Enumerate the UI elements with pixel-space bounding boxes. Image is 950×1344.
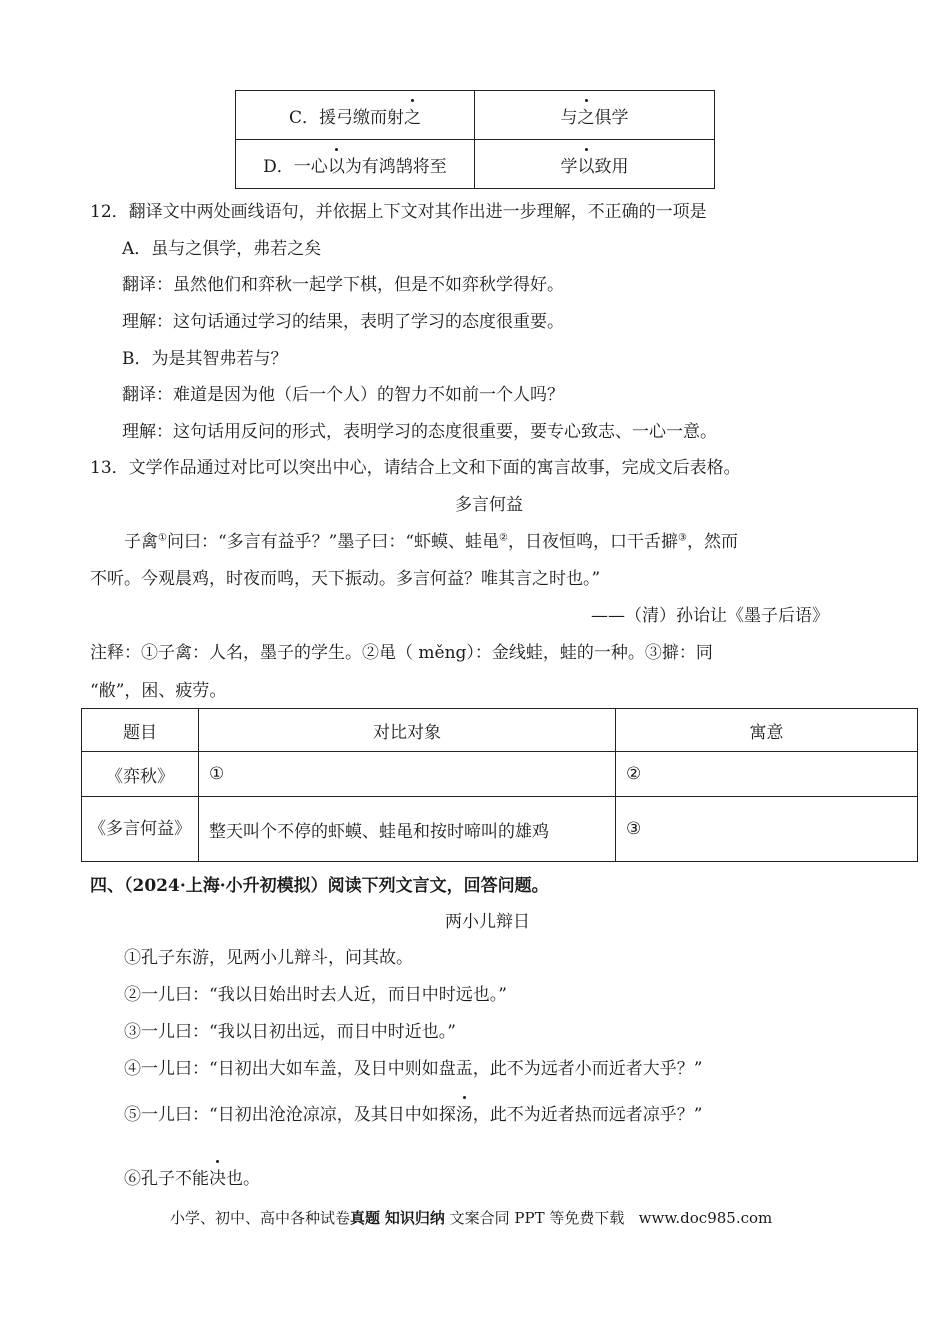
options-table [235, 90, 715, 189]
option-d-compare: 学以致用 [475, 140, 715, 189]
q12-option-b: B．为是其智弗若与？ [122, 349, 288, 369]
table-row [236, 140, 715, 189]
paragraph-1: ①孔子东游，见两小儿辩斗，问其故。 [124, 948, 413, 968]
paragraph-5: ⑤一儿曰：“日初出沧沧凉凉，及其日中如探汤，此不为近者热而远者凉乎？” [124, 1100, 702, 1125]
table-row [236, 91, 715, 140]
row-meaning: ③ [616, 797, 918, 862]
page-footer: 小学、初中、高中各种试卷真题 知识归纳 文案合同 PPT 等免费下载 www.doc985.com [170, 1209, 773, 1227]
row-title: 《多言何益》 [82, 797, 199, 862]
q12-a-understanding: 理解：这句话通过学习的结果，表明了学习的态度很重要。 [122, 312, 564, 332]
option-d-text: D．一心以为有鸿鹄将至 [236, 140, 475, 189]
paragraph-4: ④一儿曰：“日初出大如车盖，及日中则如盘盂，此不为远者小而近者大乎？” [124, 1059, 703, 1079]
table-row [82, 752, 918, 797]
q13-stem: 13．文学作品通过对比可以突出中心，请结合上文和下面的寓言故事，完成文后表格。 [90, 458, 741, 478]
passage-title: 两小儿辩日 [445, 912, 530, 932]
row-title: 《弈秋》 [82, 752, 199, 797]
q12-b-translation: 翻译：难道是因为他（后一个人）的智力不如前一个人吗？ [122, 385, 564, 405]
annotation-line-2: “敝”，困、疲劳。 [90, 681, 227, 701]
story-line-1: 子禽①问曰：“多言有益乎？”墨子曰：“虾蟆、蛙黾②，日夜恒鸣，口干舌擗③，然而 [124, 532, 738, 552]
table-row [82, 797, 918, 862]
header-meaning: 寓意 [616, 709, 918, 752]
q12-a-translation: 翻译：虽然他们和弈秋一起学下棋，但是不如弈秋学得好。 [122, 275, 564, 295]
paragraph-6: ⑥孔子不能决也。 [124, 1164, 260, 1189]
option-c-compare: 与之俱学 [475, 91, 715, 140]
row-object: ① [199, 752, 616, 797]
q12-stem: 12．翻译文中两处画线语句，并依据上下文对其作出进一步理解，不正确的一项是 [90, 202, 707, 222]
section-4-heading: 四、（2024·上海·小升初模拟）阅读下列文言文，回答问题。 [90, 876, 549, 896]
q12-b-understanding: 理解：这句话用反问的形式，表明学习的态度很重要，要专心致志、一心一意。 [122, 422, 717, 442]
header-object: 对比对象 [199, 709, 616, 752]
story-line-2: 不听。今观晨鸡，时夜而鸣，天下振动。多言何益？唯其言之时也。” [90, 569, 601, 589]
footer-url[interactable]: www.doc985.com [638, 1209, 773, 1227]
row-object: 整天叫个不停的虾蟆、蛙黾和按时啼叫的雄鸡 [199, 797, 616, 862]
header-title: 题目 [82, 709, 199, 752]
story-source: ——（清）孙诒让《墨子后语》 [591, 606, 829, 626]
option-c-text: C．援弓缴而射之 [236, 91, 475, 140]
row-meaning: ② [616, 752, 918, 797]
comparison-table [81, 708, 918, 862]
annotation-line-1: 注释：①子禽：人名，墨子的学生。②黾（ měng）：金线蛙，蛙的一种。③擗：同 [90, 643, 713, 663]
table-header-row [82, 709, 918, 752]
story-title: 多言何益 [455, 495, 523, 515]
paragraph-3: ③一儿曰：“我以日初出远，而日中时近也。” [124, 1022, 456, 1042]
paragraph-2: ②一儿曰：“我以日始出时去人近，而日中时远也。” [124, 985, 507, 1005]
q12-option-a: A．虽与之俱学，弗若之矣 [122, 239, 322, 259]
